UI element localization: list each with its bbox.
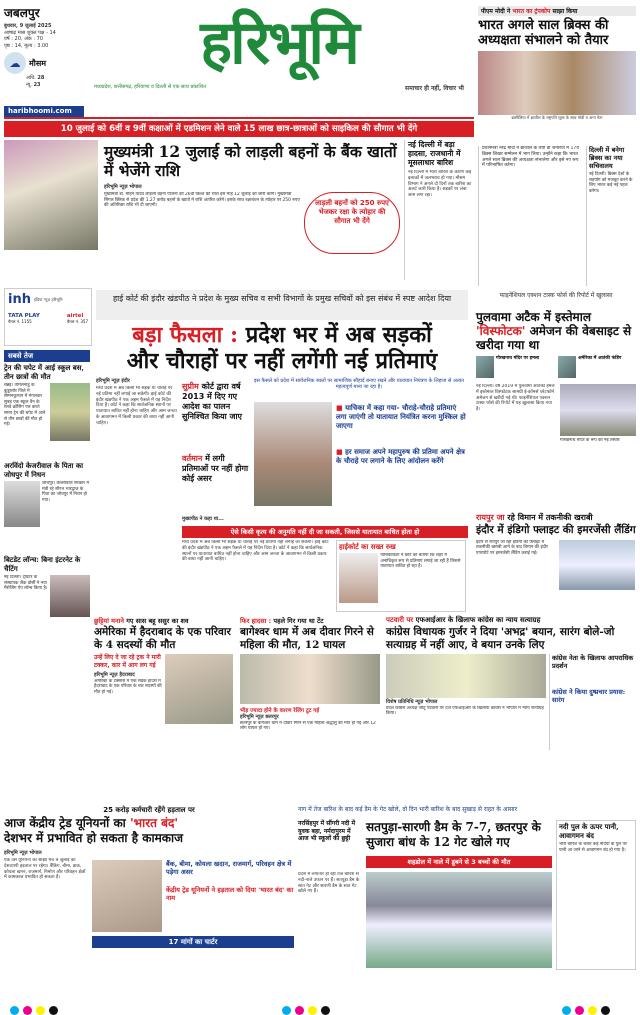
weather-max: 28 xyxy=(37,75,45,81)
weather-min-label: न्यू. xyxy=(26,81,32,88)
weather-max-label: अधि. xyxy=(26,75,36,81)
sabse-item-2: अरविंदो केजरीवाल के पिता का जोधपुर में निधन जोधपुर। केजरीवाल सरकार में मंत्री रहे सौरभ भारद्वाज के पिता का जोधपुर में निधन हो गया। xyxy=(4,462,90,571)
lead-quote: लाड़ली बहनों को 250 रुपए भेजकर रक्षा के त्योहार की सौगात भी देंगे xyxy=(315,199,389,225)
train-photo xyxy=(50,383,90,441)
sabse-item-1: ट्रेन की चपेट में आई स्कूल बस, तीन छात्रों की मौत चेन्नई। तमिलनाडु के कुड्डालोर जिले में सेम्मनकुप्पम में मंगलवार सुबह एक स्कूल वैन के रेलवे क्रॉसिंग पार करते समय ट्रेन की चपेट में आने से तीन छात्रों की मौत हो गई। xyxy=(4,364,90,451)
inh-logo: inh xyxy=(8,292,31,307)
pulwama-photo-caption: गोरखनाथ मंदिर के रूप की नई तस्वीर xyxy=(560,438,620,443)
dam-red-strip: शहडोल में नाले में डूबने से 3 बच्चों की मौत xyxy=(366,856,552,868)
lead-quote-box xyxy=(304,192,400,254)
tithi: आषाढ़ मास शुक्ल पक्ष - 14 xyxy=(4,29,56,36)
obit-photo xyxy=(4,481,40,527)
patwari-story: पटवारी पर एफआईआर के खिलाफ कांग्रेस का न्याय सत्याग्रह कांग्रेस विधायक गुर्जर ने दिया 'अभद्र' बयान, सारंग बोले-जो सत्याग्रह में नहीं आए, वे बयान उनके लिए विशेष प्रतिनिधि न्यूज़ भोपाल प्रदेश कांग्रेस अध्यक्ष जीतू पटवारी पर दर्ज एफआईआर के खिलाफ कांग्रेस ने भोपाल में न्याय सत्याग्रह किया। कांग्रेस नेता के खिलाफ आपराधिक प्रदर्शन कांग्रेस ने किया दुष्प्रचार प्रयास: सारंग xyxy=(386,616,636,750)
cm-photo xyxy=(4,140,98,250)
brics-story xyxy=(478,6,636,144)
tataplay-label: TATA PLAY xyxy=(8,313,40,319)
highcourt-box xyxy=(336,540,466,612)
main-bullet-2: ■ हर समाज अपने महापुरुष की प्रतिमा अपने क्षेत्र के चौराहे पर लगाने के लिए आंदोलन करेंगे xyxy=(336,448,465,465)
highcourt-photo xyxy=(339,553,378,603)
brics-side-headline: दिल्ली में बनेगा ब्रिक्स का नया सचिवालय xyxy=(589,146,625,170)
brics-kicker: पीएम मोदी ने भारत का ट्रंपकोप साझा किया xyxy=(478,6,636,16)
main-strip: ऐसे किसी कृत्य की अनुमति नहीं दी जा सकती, जिससे यातायात बाधित होता हो xyxy=(182,526,468,538)
main-pull-quote: सुप्रीम कोर्ट द्वारा वर्ष 2013 में दिए गए आदेश का पालन सुनिश्चित किया जाए xyxy=(182,382,242,421)
brand-logo: हरिभूमि xyxy=(200,8,358,78)
brics-body-text: प्रधानमंत्री नरेंद्र मोदी ने ब्राजील के रियो डी जेनेरियो में 17वें ब्रिक्स शिखर सम्मेलन में भाग लिया। उन्होंने कहा कि भारत अगले साल ब्रिक्स की अध्यक्षता संभालेगा और इसे नए रूप में परिभाषित करेगा। xyxy=(482,146,579,169)
weather-icon: ☁ xyxy=(4,52,26,74)
dam-kicker: नाग में तेज बारिश के बाद कई डैम के गेट खोले, दो दिन भारी बारिश के बाद सुखाड़ से राहत के आसार xyxy=(298,806,518,813)
pulwama-thumb-2 xyxy=(558,356,576,378)
bharatband-headline: आज केंद्रीय ट्रेड यूनियनों का 'भारत बंद' देशभर में प्रभावित हो सकता है कामकाज xyxy=(4,816,183,845)
brics-body xyxy=(478,146,636,286)
bharatband-kicker: 25 करोड़ कर्मचारी रहेंगे हड़ताल पर xyxy=(103,806,195,814)
bageshwar-story: फिर हादसा : पहले गिर गया था टेंट बागेश्वर धाम में अब दीवार गिरने से महिला की मौत, 12 घायल भीड़ ज्यादा होने के कारण रेलिंग टूट गई हरिभूमि न्यूज़ छतरपुर छतरपुर के बागेश्वर धाम में दीवार गिरने से एक महिला श्रद्धालु की मौत हो गई और 12 लोग घायल हो गए। xyxy=(240,616,380,761)
bharatband-byline: हरिभूमि न्यूज़ भोपाल xyxy=(4,850,42,856)
brics-caption: ब्रासीलिया में ब्राजील के राष्ट्रपति लूला के साथ मोदी व अन्य नेता xyxy=(511,115,603,120)
bharatband-sub: बैंक, बीमा, कोयला खदान, राजमार्ग, परिवहन क्षेत्र में पड़ेगा असर xyxy=(166,860,292,876)
bageshwar-photo xyxy=(240,654,380,704)
masthead-rule xyxy=(4,117,474,119)
pulwama-sides: गोरखनाथ मंदिर पर हमला अमेरिका में आतंकी फंडिंग xyxy=(476,356,636,378)
pulwama-kicker: फाइनेंशियल एक्शन टास्क फोर्स की रिपोर्ट में खुलासा xyxy=(499,292,613,299)
highcourt-head: हाईकोर्ट का सख्त रुख xyxy=(339,543,396,551)
masthead-info xyxy=(4,4,82,104)
lead-body: मुख्यमंत्री डॉ. मोहन यादव लाड़ली बहना योजना की 26वीं किश्त की राशि इस माह 12 जुलाई को जारी करेंगे। मुख्यमंत्री सिंगल क्लिक से प्रदेश की 1.27 करोड़ बहनों के खातों में राशि अंतरित करेंगे। इसके साथ रक्षाबंधन के त्योहार पर 250 रुपए की अतिरिक्त राशि भी दी जाएगी। xyxy=(104,192,300,209)
america-photo xyxy=(165,654,233,724)
page-count: पृष्ठ : 14, मूल्य : 3.00 xyxy=(4,42,49,49)
highcourt-body: याचिकाकर्ता ने कोर्ट को बताया कि शहर में अनाधिकृत रूप से प्रतिमाएं लगाई जा रही हैं जिससे यातायात बाधित हो रहा है। xyxy=(380,553,461,570)
issue-number: वर्ष : 20, अंक : 70 xyxy=(4,36,43,42)
edition-date: बुधवार, 9 जुलाई 2025 xyxy=(4,23,52,29)
statue-photo xyxy=(254,402,332,506)
airtel-channel: चैनल नं. 357 xyxy=(66,319,88,324)
pulwama-body: नई दिल्ली। वर्ष 2019 में पुलवामा आतंकी हमले में इस्तेमाल विस्फोटक सामग्री ई-कॉमर्स प्लेटफॉर्म अमेजन से खरीदी गई थी। फाइनेंशियल एक्शन टास्क फोर्स की रिपोर्ट में यह खुलासा किया गया है। xyxy=(476,384,555,413)
dam-photo xyxy=(366,872,552,968)
pulwama-headline: पुलवामा अटैक में इस्तेमाल 'विस्फोटक' अमेजन की वेबसाइट से खरीदा गया था xyxy=(476,310,632,352)
dam-headline: सतपुड़ा-सारणी डैम के 7-7, छतरपुर के सुजारा बांध के 12 गेट खोले गए xyxy=(366,820,541,849)
color-marks-right xyxy=(560,1000,612,1015)
lead-headline: मुख्यमंत्री 12 जुलाई को लाड़ली बहनों के बैंक खातों में भेजेंगे राशि xyxy=(104,142,397,180)
main-pull-quote-2: वर्तमान में लगी प्रतिमाओं पर नहीं होगा कोई असर xyxy=(182,454,249,483)
delhi-body: नई दिल्ली में भारी बारिश के कारण कई इलाकों में जलभराव हो गया। मौसम विभाग ने अगले दो दिनों तक बारिश का अलर्ट जारी किया है। सड़कों पर लंबा जाम लगा रहा। xyxy=(408,170,472,199)
weather-min: 23 xyxy=(33,81,41,88)
airtel-label: airtel xyxy=(66,313,84,319)
inh-sub: इंडिया न्यूज़ हरिभूमि xyxy=(33,297,63,302)
main-bullet-1: ■ याचिका में कहा गया- चौराहे-चौराहे प्रतिमाएं लगा जाएंगी तो यातायात नियंत्रित करना मुश्किल हो जाएगा xyxy=(336,404,466,430)
top-banner: 10 जुलाई को 6वीं व 9वीं कक्षाओं में एडमिशन लेने वाले 15 लाख छात्र-छात्राओं को साइकिल की सौगात भी देंगे xyxy=(4,121,474,137)
sabse-label: सबसे तेज xyxy=(4,350,90,362)
color-marks-left xyxy=(8,1000,60,1015)
brand-slogan: समाचार ही नहीं, विचार भी xyxy=(405,85,464,92)
inh-ad[interactable] xyxy=(4,288,92,346)
brics-photo xyxy=(478,51,636,115)
dam-body: प्रदेश में लगातार हो रही तेज बारिश से नदी-नाले उफान पर हैं। सतपुड़ा डैम के सात गेट और सारणी डैम के सात गेट खोले गए हैं। xyxy=(298,872,360,895)
gorakhnath-photo xyxy=(560,384,636,436)
app-photo xyxy=(50,575,90,617)
raipur-story: रायपुर जा रहे विमान में तकनीकी खराबी इंदौर में इंडिगो फ्लाइट की इमरजेंसी लैंडिंग इंदौर से रायपुर जा रही इंडिगो की फ्लाइट में तकनीकी खराबी आने के बाद विमान की इंदौर एयरपोर्ट पर इमरजेंसी लैंडिंग कराई गई। xyxy=(476,512,636,590)
indigo-photo xyxy=(559,540,635,590)
patwari-photo xyxy=(386,654,546,698)
main-body: मध्य प्रदेश में अब किसी भी सड़क या चौराहे पर नई प्रतिमा नहीं लगाई जा सकेगी। हाई कोर्ट की इंदौर खंडपीठ ने एक अहम फैसले में यह निर्देश दिया है। कोर्ट ने कहा कि सार्वजनिक स्थानों पर यातायात बाधित नहीं होना चाहिए और आम जनता के आवागमन में किसी प्रकार की बाधा नहीं आनी चाहिए। xyxy=(96,386,177,426)
tataplay-channel: चैनल नं. 1155 xyxy=(8,319,32,324)
court-quote: इस फैसले को प्रदेश में सार्वजनिक स्थलों पर सामाजिक सौहार्द बनाए रखने और यातायात नियंत्रण के लिहाज से अत्यंत महत्वपूर्ण माना जा रहा है। xyxy=(254,378,464,390)
city-name: जबलपुर xyxy=(4,6,40,20)
main-caption: मुख्यपीठ ने कहा था... xyxy=(182,516,224,522)
brics-side-body: नई दिल्ली। ब्रिक्स देशों के सहयोग को मजबूत करने के लिए भारत कई नई पहल करेगा। xyxy=(589,172,633,194)
masthead-brand xyxy=(84,2,474,104)
main-headline: बड़ा फैसला : प्रदेश भर में अब सड़कों और चौराहों पर नहीं लगेंगी नई प्रतिमाएं xyxy=(126,322,438,374)
delhi-headline: नई दिल्ली में बड़ा हादसा, राजधानी में मूसलाधार बारिश xyxy=(408,140,461,167)
bharatband-box2: 17 मांगों का चार्टर xyxy=(92,936,294,948)
main-byline: हरिभूमि न्यूज़ इंदौर xyxy=(96,378,130,384)
main-kicker: हाई कोर्ट की इंदौर खंडपीठ ने प्रदेश के मुख्य सचिव व सभी विभागों के प्रमुख सचिवों को इस संबंध में स्पष्ट आदेश दिया xyxy=(96,290,468,320)
main-body-cont: मध्य प्रदेश में अब किसी भी सड़क या चौराहे पर नई प्रतिमा नहीं लगाई जा सकेगी। हाई कोर्ट की इंदौर खंडपीठ ने एक अहम फैसले में यह निर्देश दिया है। कोर्ट ने कहा कि सार्वजनिक स्थानों पर यातायात बाधित नहीं होना चाहिए और आम जनता के आवागमन में किसी प्रकार की बाधा नहीं आनी चाहिए। xyxy=(182,540,329,563)
bharatband-box: केंद्रीय ट्रेड यूनियनों ने हड़ताल को दिया 'भारत बंद' का नाम xyxy=(166,886,294,902)
dam-side: नरसिंहपुर में सींगरी नदी में युवक बहा, नर्मदापुरम में आज भी स्कूलों की छुट्टी xyxy=(298,820,356,842)
lead-byline: हरिभूमि न्यूज़ भोपाल xyxy=(104,184,142,190)
bharatband-photo xyxy=(92,860,162,932)
site-url[interactable]: haribhoomi.com xyxy=(4,106,84,117)
brics-headline: भारत अगले साल ब्रिक्स की अध्यक्षता संभालने को तैयार xyxy=(478,18,609,48)
delhi-rain-story xyxy=(404,140,474,280)
bharatband-body: एक दस यूनियनों का साझा मंच 9 जुलाई को देशव्यापी हड़ताल पर रहेगा। बैंकिंग, बीमा, डाक, कोयला खनन, राजमार्ग, निर्माण और परिवहन क्षेत्रों में कामकाज प्रभावित हो सकता है। xyxy=(4,858,86,881)
sabse-item-3: बिटडेट लॉन्च: बिना इंटरनेट के चैटिंग नई दिल्ली। ट्विटर के संस्थापक जैक डोर्सी ने नया मैसेजिंग ऐप लॉन्च किया है। xyxy=(4,556,90,625)
bridge-story: नदी पुल के ऊपर पानी, आवागमन बंद भारी बारिश के चलते कई नदियों के पुल पर पानी आ जाने से आवागमन बंद हो गया है। xyxy=(556,820,636,970)
weather-label: मौसम xyxy=(29,58,47,68)
pulwama-thumb-1 xyxy=(476,356,494,378)
color-marks-center xyxy=(280,1000,332,1015)
brand-tagline: मध्यप्रदेश, छत्तीसगढ़, हरियाणा व दिल्ली से एक साथ प्रकाशित xyxy=(94,84,206,90)
america-story: छुट्टियां मनाने गए सास बहू ससुर का शव अमेरिका में हैदराबाद के एक परिवार के 4 सदस्यों की मौत उन्हें लिए दे जा रहे ट्रक ने मारी टक्कर, कार में आग लग गई हरिभूमि न्यूज़ हैदराबाद अमेरिका के टेक्सास में एक सड़क हादसे में हैदराबाद के एक परिवार के चार सदस्यों की मौत हो गई। xyxy=(94,616,234,739)
